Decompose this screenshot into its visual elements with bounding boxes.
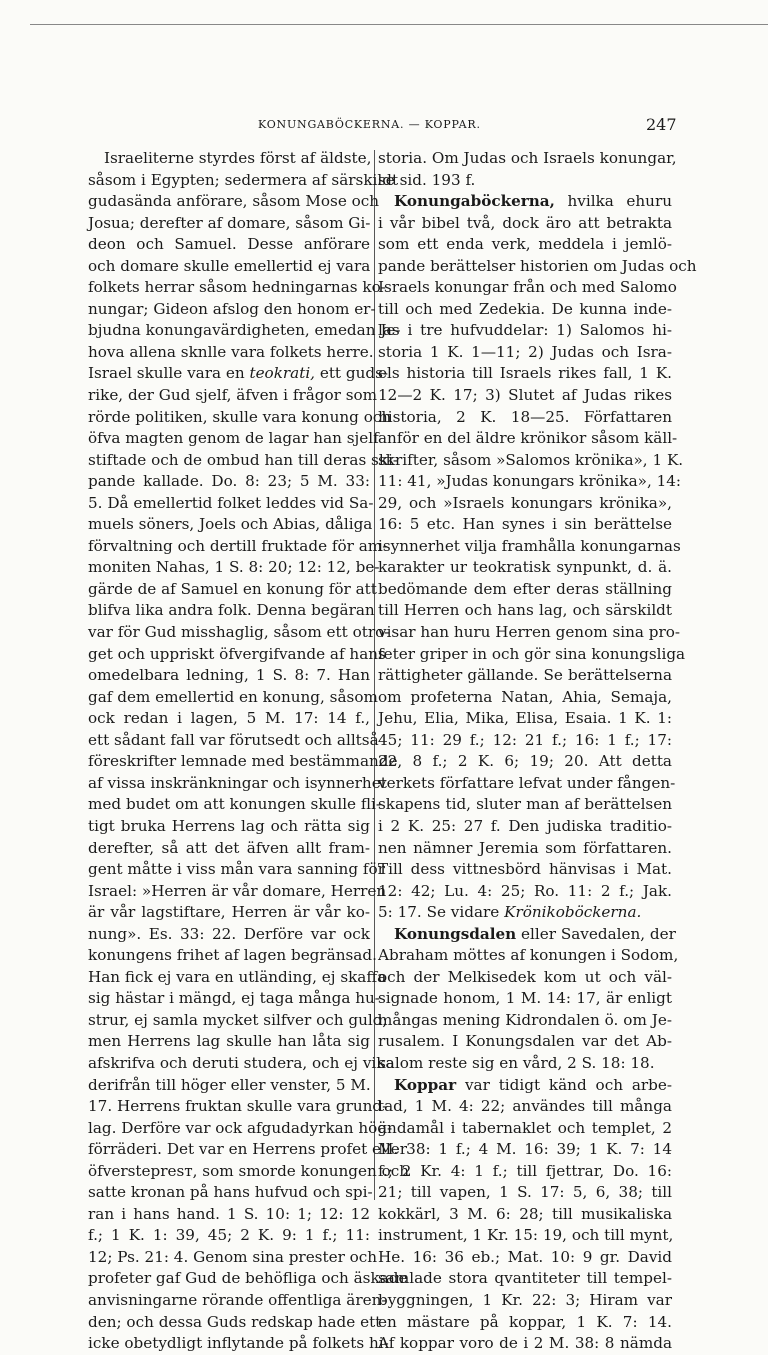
text-line: rusalem. I Konungsdalen var det Ab-: [378, 1032, 672, 1051]
text-line: gent måtte i viss mån vara sanning för: [88, 860, 385, 879]
text-line: och der Melkisedek kom ut och väl-: [378, 967, 672, 986]
text-line: 12; Ps. 21: 4. Genom sina prester och: [88, 1247, 378, 1266]
text-line: af vissa inskränkningar och isynnerhet: [88, 773, 387, 792]
text-line: signade honom, 1 M. 14: 17, är enligt: [378, 989, 672, 1008]
text-line: get och uppriskt öfvergifvande af hans: [88, 644, 386, 663]
text-line: storia 1 K. 1—11; 2) Judas och Isra-: [378, 342, 672, 361]
text-line: ändamål i tabernaklet och templet, 2: [378, 1118, 672, 1137]
text-line: var för Gud misshaglig, såsom ett otro-: [88, 623, 390, 642]
text-line: 17. Herrens fruktan skulle vara grund-: [88, 1097, 388, 1116]
text-line: profeter gaf Gud de behöfliga och äskade: [88, 1269, 408, 1288]
italic-term: teokrati,: [249, 364, 316, 383]
text-line: 12: 42; Lu. 4: 25; Ro. 11: 2 f.; Jak.: [378, 881, 672, 900]
entry-heading: Konungaböckerna,: [394, 192, 555, 211]
text-line: bedömande dem efter deras ställning: [378, 579, 672, 598]
text-line: Koppar var tidigt känd och arbe-: [394, 1075, 672, 1094]
text-line: i vår bibel två, dock äro att betrakta: [378, 213, 672, 232]
text-line: Abraham möttes af konungen i Sodom,: [378, 946, 679, 965]
text-line: den; och dessa Guds redskap hade ett: [88, 1312, 382, 1331]
text-line: med budet om att konungen skulle fli-: [88, 795, 381, 814]
text-line: 16: 5 etc. Han synes i sin berättelse: [378, 515, 672, 534]
text-line: nen nämner Jeremia som författaren.: [378, 838, 672, 857]
text-line: gudasända anförare, såsom Mose och: [88, 192, 380, 211]
text-line: Israels konungar från och med Salomo: [378, 278, 677, 297]
text-line: gaf dem emellertid en konung, såsom: [88, 687, 378, 706]
text-line: förräderi. Det var en Herrens profet eller: [88, 1140, 407, 1159]
text-line: lag. Derföre var ock afgudadyrkan hög-: [88, 1118, 393, 1137]
text-line: sig hästar i mängd, ej taga många hu-: [88, 989, 380, 1008]
text-line: Israeliterne styrdes först af äldste,: [104, 149, 372, 167]
text-line: ett sådant fall var förutsedt och alltså: [88, 730, 379, 749]
text-line: rike, der Gud sjelf, äfven i frågor som: [88, 386, 378, 405]
page-header: [0, 115, 768, 138]
text-line: ran i hans hand. 1 S. 10: 1; 12: 12: [88, 1204, 370, 1223]
text-line: som ett enda verk, meddela i jemlö-: [378, 235, 672, 254]
text-line: om profeterna Natan, Ahia, Semaja,: [378, 687, 672, 706]
text-line: till Herren och hans lag, och särskildt: [378, 601, 672, 620]
text-line: verkets författare lefvat under fången-: [378, 773, 676, 792]
text-line: anför en del äldre krönikor såsom käll-: [378, 429, 678, 448]
text-line: feter griper in och gör sina konungsliga: [378, 644, 686, 663]
text-line: gärde de af Samuel en konung för att: [88, 579, 377, 598]
text-line: kokkärl, 3 M. 6: 28; till musikaliska: [378, 1204, 672, 1223]
text-line: rörde politiken, skulle vara konung och: [88, 407, 392, 426]
text-line: derifrån till höger eller venster, 5 M.: [88, 1075, 371, 1094]
text-line: f.; 1 K. 1: 39, 45; 2 K. 9: 1 f.; 11:: [88, 1226, 370, 1245]
text-line: Israel skulle vara en teokrati, ett guds-: [88, 364, 389, 383]
text-line: nung». Es. 33: 22. Derföre var ock: [88, 924, 370, 943]
text-line: samlade stora qvantiteter till tempel-: [378, 1269, 672, 1288]
text-line: tigt bruka Herrens lag och rätta sig: [88, 816, 370, 835]
text-line: muels söners, Joels och Abias, dåliga: [88, 515, 373, 534]
text-line: hova allena sknlle vara folkets herre.: [88, 342, 374, 361]
left-column: [88, 148, 410, 1355]
text-line: öfverstepresт, som smorde konungen och: [88, 1161, 410, 1180]
text-line: 5: 17. Se vidare Krönikoböckerna.: [378, 903, 642, 922]
text-line: konungens frihet af lagen begränsad.: [88, 946, 377, 965]
text-line: öfva magten genom de lagar han sjelf: [88, 429, 379, 448]
text-line: bjudna konungavärdigheten, emedan Je-: [88, 321, 401, 340]
entry-heading: Koppar: [394, 1075, 457, 1094]
text-line: isynnerhet vilja framhålla konungarnas: [378, 536, 681, 555]
text-line: är vår lagstiftare, Herren är vår ko-: [88, 903, 370, 922]
text-line: 45; 11: 29 f.; 12: 21 f.; 16: 1 f.; 17:: [378, 730, 672, 749]
text-line: derefter, så att det äfven allt fram-: [88, 838, 370, 857]
text-line: 22, 8 f.; 2 K. 6; 19; 20. Att detta: [378, 752, 672, 771]
text-line: Till dess vittnesbörd hänvisas i Mat.: [378, 860, 672, 879]
text-line: strur, ej samla mycket silfver och guld;: [88, 1010, 388, 1029]
running-title: KONUNGABÖCKERNA. — KOPPAR.: [258, 118, 481, 131]
text-line: salom reste sig en vård, 2 S. 18: 18.: [378, 1053, 655, 1072]
text-line: skapens tid, sluter man af berättelsen: [378, 795, 672, 814]
text-line: Josua; derefter af domare, såsom Gi-: [88, 213, 371, 232]
italic-term: Krönikoböckerna.: [504, 903, 642, 922]
text-line: rättigheter gällande. Se berättelserna: [378, 666, 672, 685]
text-line: till och med Zedekia. De kunna inde-: [378, 299, 672, 318]
text-line: instrument, 1 Kr. 15: 19, och till mynt,: [378, 1226, 674, 1245]
text-line: visar han huru Herren genom sina pro-: [378, 623, 681, 642]
page-number: 247: [646, 115, 677, 134]
text-line: els historia till Israels rikes fall, 1 K.: [378, 364, 672, 383]
text-line: i 2 K. 25: 27 f. Den judiska traditio-: [378, 816, 672, 835]
text-line: en mästare på koppar, 1 K. 7: 14.: [378, 1312, 672, 1331]
text-line: Han fick ej vara en utländing, ej skaffa: [88, 967, 387, 986]
text-line: 29, och »Israels konungars krönika»,: [378, 493, 672, 512]
text-line: pande kallade. Do. 8: 23; 5 M. 33:: [88, 472, 370, 491]
text-line: blifva lika andra folk. Denna begäran: [88, 601, 375, 620]
text-line: nungar; Gideon afslog den honom er-: [88, 299, 376, 318]
top-rule: [30, 24, 768, 25]
text-line: Konungaböckerna, hvilka ehuru: [394, 192, 672, 211]
text-line: 21; till vapen, 1 S. 17: 5, 6, 38; till: [378, 1183, 672, 1202]
text-line: och domare skulle emellertid ej vara: [88, 256, 371, 275]
text-line: såsom i Egypten; sedermera af särskildt: [88, 170, 399, 189]
text-line: Israel: »Herren är vår domare, Herren: [88, 881, 387, 900]
text-line: föreskrifter lemnade med bestämmande: [88, 752, 398, 771]
text-line: mångas mening Kidrondalen ö. om Je-: [378, 1010, 672, 1029]
right-column: [378, 148, 697, 1355]
text-line: 12—2 K. 17; 3) Slutet af Judas rikes: [378, 386, 672, 405]
text-line: se sid. 193 f.: [378, 170, 476, 189]
text-line: storia. Om Judas och Israels konungar,: [378, 149, 677, 167]
text-line: afskrifva och deruti studera, och ej vika: [88, 1053, 395, 1072]
text-line: Jehu, Elia, Mika, Elisa, Esaia. 1 K. 1:: [378, 709, 672, 728]
text-line: byggningen, 1 Kr. 22: 3; Hiram var: [378, 1290, 672, 1309]
text-line: tad, 1 M. 4: 22; användes till många: [378, 1097, 672, 1116]
text-line: Af koppar voro de i 2 M. 38: 8 nämda: [378, 1334, 672, 1353]
text-line: moniten Nahas, 1 S. 8: 20; 12: 12, be-: [88, 558, 380, 577]
text-line: men Herrens lag skulle han låta sig: [88, 1032, 370, 1051]
text-line: folkets herrar såsom hedningarnas ko-: [88, 278, 386, 297]
text-line: skrifter, såsom »Salomos krönika», 1 K.: [378, 450, 684, 469]
text-line: satte kronan på hans hufvud och spi-: [88, 1183, 373, 1202]
text-line: förvaltning och dertill fruktade för am-: [88, 536, 388, 555]
entry-heading: Konungsdalen: [394, 924, 517, 943]
text-line: omedelbara ledning, 1 S. 8: 7. Han: [88, 666, 370, 685]
text-line: He. 16: 36 eb.; Mat. 10: 9 gr. David: [378, 1247, 672, 1266]
text-line: deon och Samuel. Desse anförare: [88, 235, 370, 254]
text-line: anvisningarne rörande offentliga ären-: [88, 1290, 387, 1309]
text-line: f.; 2 Kr. 4: 1 f.; till fjettrar, Do. 16:: [378, 1161, 672, 1180]
text-line: stiftade och de ombud han till deras ski-: [88, 450, 399, 469]
text-line: pande berättelser historien om Judas och: [378, 256, 697, 275]
text-line: icke obetydligt inflytande på folkets hi-: [88, 1334, 389, 1353]
text-line: 5. Då emellertid folket leddes vid Sa-: [88, 493, 374, 512]
text-line: karakter ur teokratisk synpunkt, d. ä.: [378, 558, 672, 577]
text-line: ock redan i lagen, 5 M. 17: 14 f.,: [88, 709, 370, 728]
text-line: M. 38: 1 f.; 4 M. 16: 39; 1 K. 7: 14: [378, 1140, 672, 1159]
text-line: Konungsdalen eller Savedalen, der: [394, 924, 676, 943]
text-line: historia, 2 K. 18—25. Författaren: [378, 407, 672, 426]
text-line: las i tre hufvuddelar: 1) Salomos hi-: [378, 321, 672, 340]
text-line: 11: 41, »Judas konungars krönika», 14:: [378, 472, 682, 491]
